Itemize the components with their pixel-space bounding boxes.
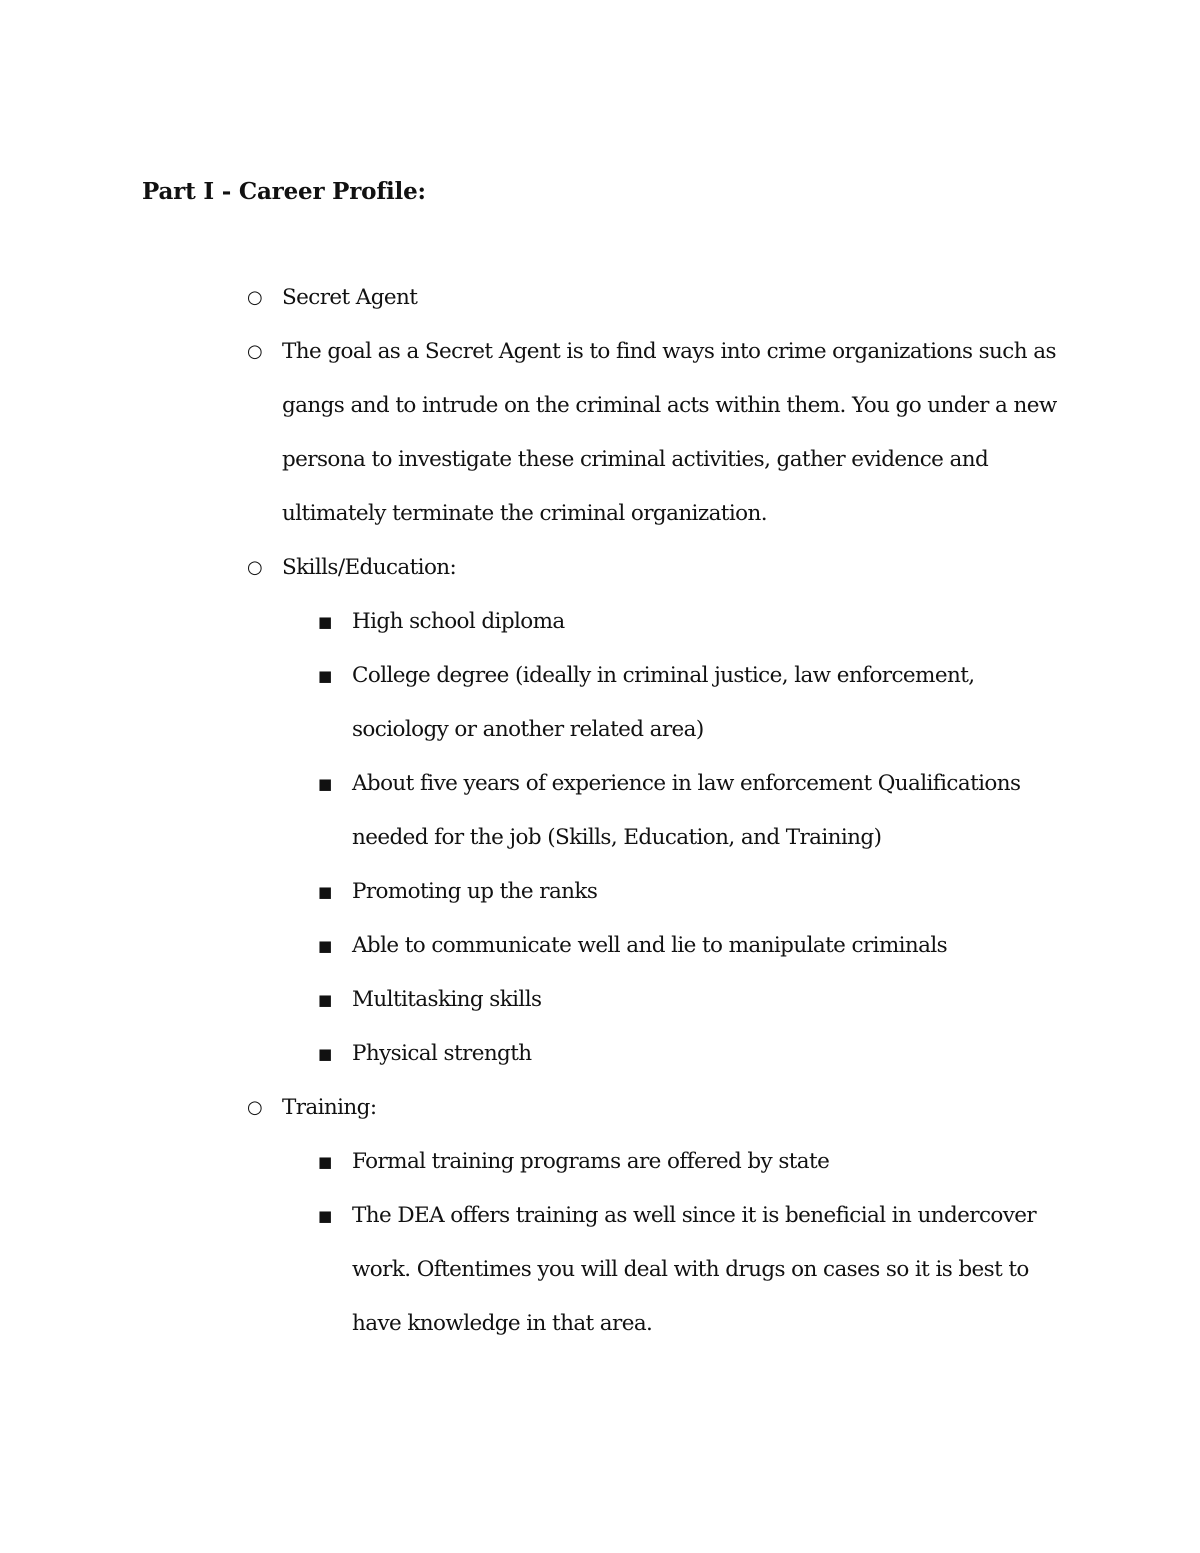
skills-education-label: Skills/Education: [282, 555, 457, 580]
list-item [318, 649, 1052, 757]
skill-text: Multitasking skills [352, 987, 542, 1012]
skill-text: College degree (ideally in criminal justice, law enforcement, sociology or another related area) [352, 663, 975, 742]
hollow-circle-bullet-icon: ○ [247, 557, 263, 578]
training-label: Training: [282, 1095, 377, 1120]
square-bullet-icon: ■ [318, 883, 332, 901]
career-title: Secret Agent [282, 285, 418, 310]
goal-text: The goal as a Secret Agent is to find ways into crime organizations such as gangs and to intrude on the criminal acts within them. You go under a new persona to investigate these criminal activities, gather evidence and ultimately terminate the criminal organization. [282, 339, 1057, 526]
square-bullet-icon: ■ [318, 1045, 332, 1063]
square-bullet-icon: ■ [318, 937, 332, 955]
skill-text: Physical strength [352, 1041, 532, 1066]
training-text: The DEA offers training as well since it is beneficial in undercover work. Oftentimes you will deal with drugs on cases so it is best to have knowledge in that area. [352, 1203, 1037, 1336]
square-bullet-icon: ■ [318, 613, 332, 631]
list-item [318, 757, 1052, 865]
list-item [318, 919, 1052, 973]
square-bullet-icon: ■ [318, 991, 332, 1009]
list-item [318, 1027, 1052, 1081]
training-list [282, 1135, 1072, 1351]
list-item-training [0, 1081, 1072, 1351]
skill-text: High school diploma [352, 609, 565, 634]
list-item-career [0, 271, 1072, 325]
square-bullet-icon: ■ [318, 667, 332, 685]
list-item-skills-education [0, 541, 1072, 1081]
list-item [318, 595, 1052, 649]
skill-text: Promoting up the ranks [352, 879, 598, 904]
hollow-circle-bullet-icon: ○ [247, 341, 263, 362]
list-item [318, 1189, 1052, 1351]
skills-list [282, 595, 1072, 1081]
list-item [318, 865, 1052, 919]
skill-text: Able to communicate well and lie to manipulate criminals [352, 933, 948, 958]
career-profile-list [0, 271, 1200, 1351]
square-bullet-icon: ■ [318, 1153, 332, 1171]
skill-text: About five years of experience in law enforcement Qualifications needed for the job (Skills, Education, and Training) [352, 771, 1021, 850]
list-item [318, 973, 1052, 1027]
square-bullet-icon: ■ [318, 775, 332, 793]
hollow-circle-bullet-icon: ○ [247, 1097, 263, 1118]
list-item [318, 1135, 1052, 1189]
square-bullet-icon: ■ [318, 1207, 332, 1225]
training-text: Formal training programs are offered by state [352, 1149, 830, 1174]
list-item-goal [0, 325, 1072, 541]
page-title: Part I - Career Profile: [142, 178, 426, 205]
hollow-circle-bullet-icon: ○ [247, 287, 263, 308]
